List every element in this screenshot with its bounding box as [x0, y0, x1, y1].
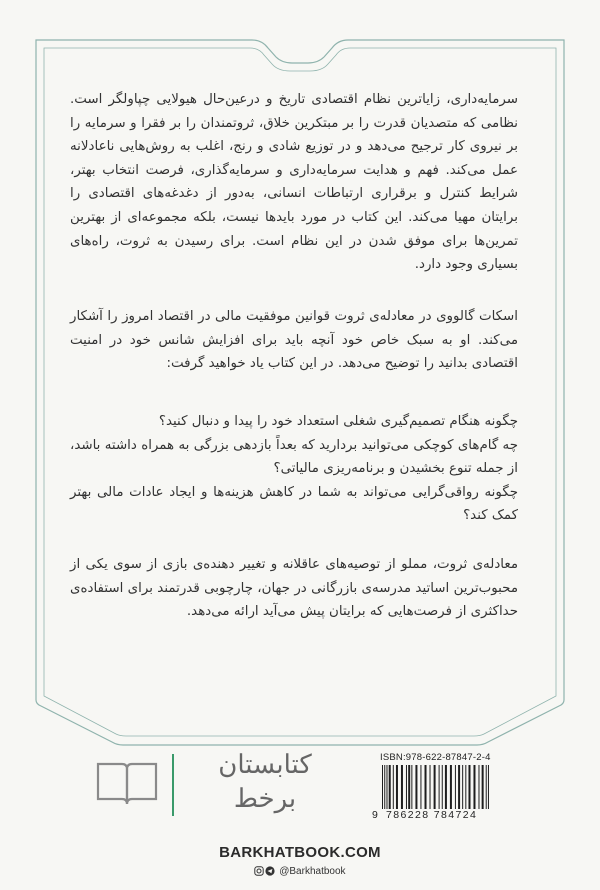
- closing-text: معادله‌ی ثروت، مملو از توصیه‌های عاقلانه و تغییر دهنده‌ی بازی از سوی یکی از محبوب‌ترین اساتید مدرسه‌ی بازرگانی در جهان، چارچوبی قدرتمند برای استفاده‌ی حداکثری از فرصت‌هایی که برایتان پیش می‌آید ارائه می‌دهد.: [70, 557, 518, 620]
- question-item: چه گام‌های کوچکی می‌توانید بردارید که بعداً بازدهی بزرگی به همراه داشته باشد، از جمله تنوع بخشیدن و برنامه‌ریزی مالیاتی؟: [70, 437, 518, 477]
- description-paragraph-intro: [70, 88, 518, 277]
- barcode-bar: [442, 765, 443, 809]
- barcode-bar: [439, 765, 440, 809]
- barcode-bar: [411, 765, 412, 809]
- barcode-bar: [430, 765, 431, 809]
- barcode-bar: [486, 765, 487, 809]
- barcode-bar: [406, 765, 407, 809]
- barcode-bar: [415, 765, 417, 809]
- barcode-bar: [455, 765, 456, 809]
- barcode-number: 786228 784724: [386, 809, 478, 821]
- social-handle: [0, 866, 600, 877]
- barcode-bar: [425, 765, 427, 809]
- question-item: چگونه رواقی‌گرایی می‌تواند به شما در کاهش هزینه‌ها و ایجاد عادات مالی بهتر کمک کند؟: [70, 484, 518, 524]
- logo-separator: [172, 754, 174, 816]
- barcode-bar: [482, 765, 484, 809]
- barcode-bar: [434, 765, 436, 809]
- barcode-bar: [478, 765, 479, 809]
- description-paragraph-closing: [70, 553, 518, 624]
- telegram-icon: [265, 866, 275, 876]
- publisher-name-line2: برخط: [233, 784, 297, 814]
- book-outline-icon: [94, 758, 160, 808]
- social-handle-text: @Barkhatbook: [279, 866, 346, 877]
- barcode-bar: [420, 765, 421, 809]
- publisher-logo: [94, 748, 334, 823]
- barcode-bar: [408, 765, 410, 809]
- question-list: [70, 410, 518, 528]
- barcode-bar: [468, 765, 470, 809]
- barcode-bar: [393, 765, 394, 809]
- publisher-name-line1: کتابستان: [218, 750, 312, 780]
- publisher-website: BARKHATBOOK.COM: [219, 844, 381, 861]
- author-text: اسکات گالووی در معادله‌ی ثروت قوانین موفقیت مالی در اقتصاد امروز را آشکار می‌کند. او به سبک خاص خود آنچه باید برای افزایش شانس خود در امنیت اقتصادی بدانید را توضیح می‌دهد. در این کتاب یاد خواهید گرفت:: [70, 309, 518, 372]
- barcode-bar: [465, 765, 466, 809]
- barcode-bar: [450, 765, 452, 809]
- barcode-bar: [396, 765, 398, 809]
- barcode-bar: [462, 765, 463, 809]
- barcode-bar: [473, 765, 475, 809]
- barcode-bar: [389, 765, 391, 809]
- description-paragraph-author: [70, 305, 518, 376]
- barcode-bar: [401, 765, 403, 809]
- barcode-bar: [386, 765, 387, 809]
- barcode-bar: [445, 765, 447, 809]
- instagram-icon: [254, 866, 264, 876]
- barcode-bars: [382, 765, 508, 809]
- intro-text: سرمایه‌داری، زایاترین نظام اقتصادی تاریخ و درعین‌حال هیولایی چپاولگر است. نظامی که متصدیان قدرت را بر مبتکرین خلاق، ثروتمندان را بر فقرا و سرمایه را بر نیروی کار ترجیح می‌دهد و در توزیع شادی و رنج، اغلب به روش‌هایی ناعادلانه عمل می‌کند. فهم و هدایت سرمایه‌داری و سرمایه‌گذاری، فرصت انتخاب بهتر، شرایط کنترل و برقراری ارتباطات انسانی، به‌دور از دغدغه‌های اقتصادی را برایتان مهیا می‌کند. این کتاب در مورد بایدها نیست، بلکه مجموعه‌ای از بهترین تمرین‌ها برای موفق شدن در این نظام است. برای رسیدن به ثروت، راه‌های بسیاری وجود دارد.: [70, 92, 518, 273]
- question-item: چگونه هنگام تصمیم‌گیری شغلی استعداد خود را پیدا و دنبال کنید؟: [158, 414, 518, 429]
- barcode-number-prefix: 9: [372, 809, 378, 821]
- isbn-label: ISBN:978-622-87847-2-4: [380, 752, 491, 763]
- barcode-bar: [384, 765, 385, 809]
- barcode-bar: [488, 765, 489, 809]
- barcode-bar: [458, 765, 460, 809]
- barcode-bar: [382, 765, 383, 809]
